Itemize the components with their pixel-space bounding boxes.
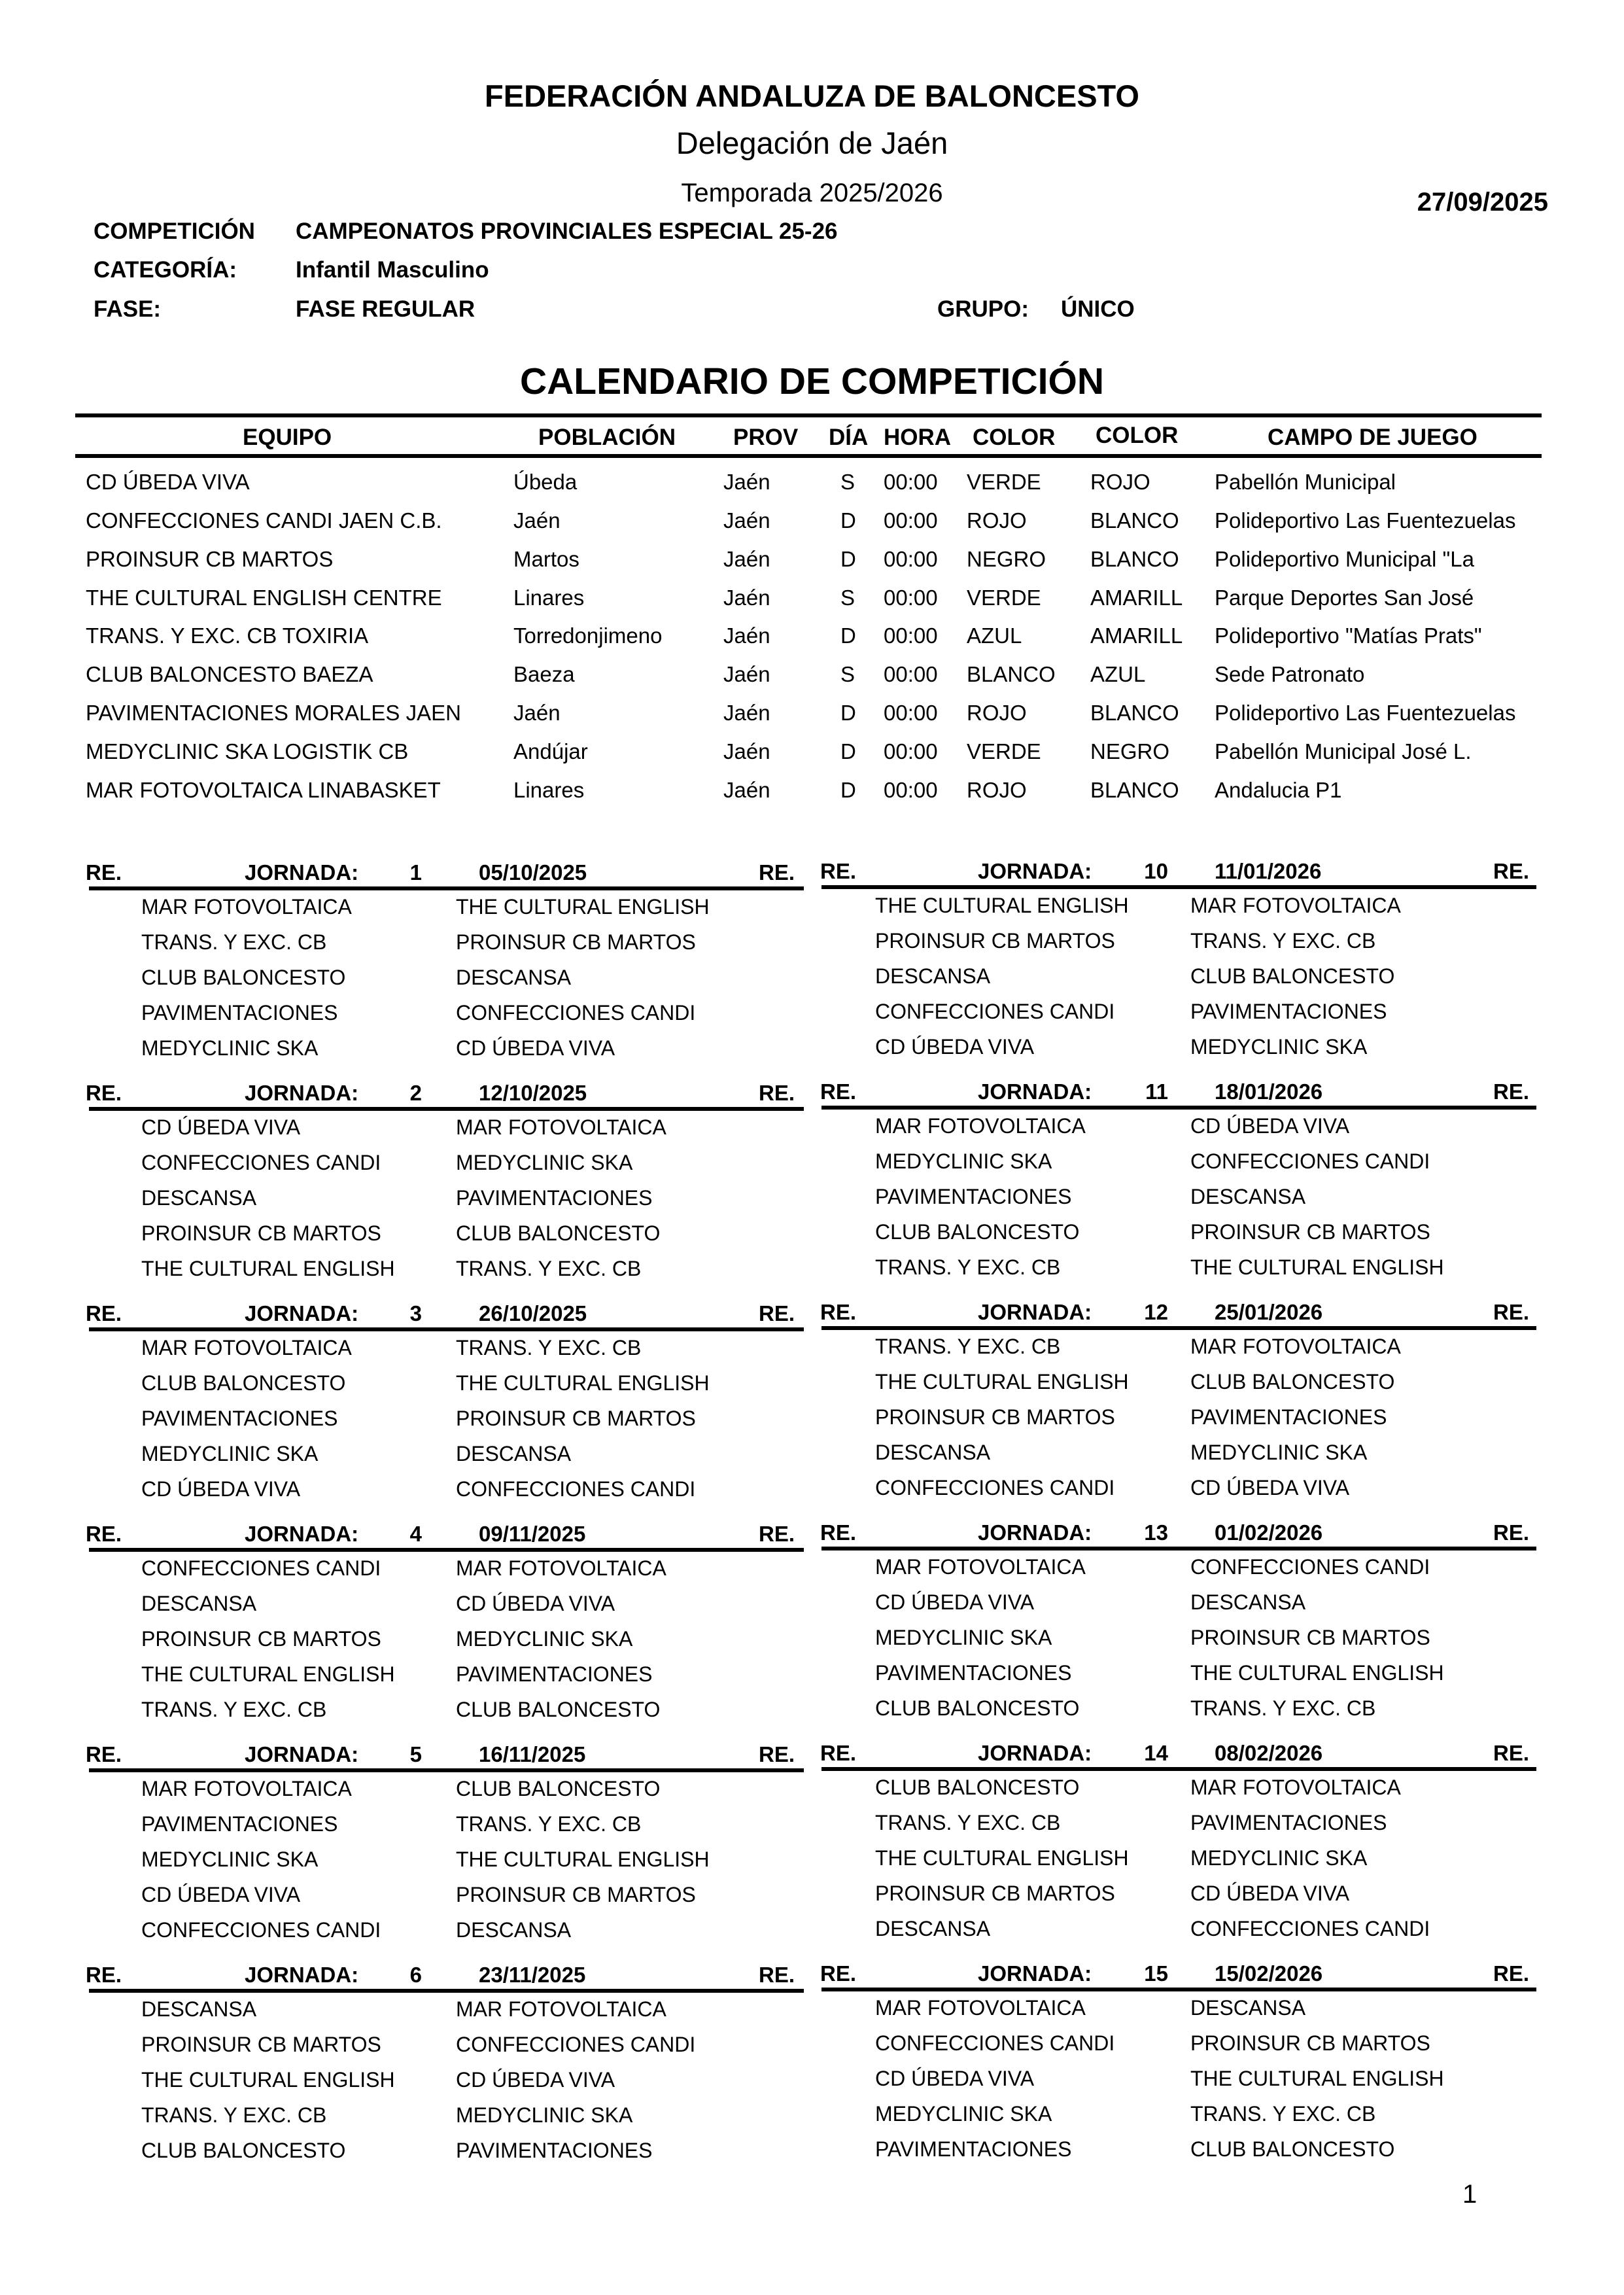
cell-team-name: THE CULTURAL ENGLISH CENTRE [86,586,442,610]
away-team: TRANS. Y EXC. CB [1190,1696,1376,1720]
cell-town: Jaén [513,508,561,533]
home-team: PAVIMENTACIONES [141,1407,338,1430]
cell-town: Martos [513,547,579,571]
away-team: MAR FOTOVOLTAICA [456,1556,666,1580]
cell-town: Andújar [513,739,588,763]
home-team: MAR FOTOVOLTAICA [141,1777,352,1800]
season-label: Temporada 2025/2026 [681,179,943,207]
jornada-re-label-left: RE. [820,1741,857,1765]
away-team: CLUB BALONCESTO [456,1777,661,1800]
cell-team-name: MEDYCLINIC SKA LOGISTIK CB [86,739,409,763]
away-team: THE CULTURAL ENGLISH [456,895,710,919]
home-team: TRANS. Y EXC. CB [875,1811,1061,1834]
jornada-label: JORNADA: [978,1300,1092,1324]
away-team: DESCANSA [456,1918,572,1942]
jornada-number: 15 [1144,1961,1168,1986]
home-team: CLUB BALONCESTO [141,2139,346,2162]
jornada-number: 6 [409,1963,422,1987]
away-team: TRANS. Y EXC. CB [1190,929,1376,953]
home-team: PAVIMENTACIONES [141,1812,338,1836]
cell-color-2: ROJO [1090,470,1150,494]
cell-time: 00:00 [884,739,938,763]
away-team: MAR FOTOVOLTAICA [1190,1335,1401,1358]
home-team: DESCANSA [141,1186,257,1210]
home-team: CONFECCIONES CANDI [141,1151,381,1174]
away-team: DESCANSA [1190,1590,1306,1614]
cell-province: Jaén [723,701,770,725]
away-team: CLUB BALONCESTO [456,1221,661,1245]
jornada-date: 11/01/2026 [1215,859,1322,883]
away-team: THE CULTURAL ENGLISH [1190,2067,1444,2090]
cell-color-1: ROJO [967,778,1027,802]
cell-time: 00:00 [884,508,938,533]
jornada-number: 3 [409,1301,422,1325]
phase-value: FASE REGULAR [296,296,475,322]
away-team: CD ÚBEDA VIVA [1190,1882,1350,1905]
cell-province: Jaén [723,470,770,494]
page-number: 1 [1462,2180,1477,2209]
home-team: CD ÚBEDA VIVA [875,1590,1035,1614]
jornada-rule [89,1548,804,1552]
home-team: CD ÚBEDA VIVA [141,1115,301,1139]
column-header-town: POBLACIÓN [538,425,676,450]
home-team: MEDYCLINIC SKA [141,1848,319,1871]
away-team: CONFECCIONES CANDI [1190,1917,1430,1940]
home-team: PROINSUR CB MARTOS [875,1405,1115,1429]
phase-label: FASE: [94,296,162,322]
jornada-rule [821,1106,1536,1110]
jornada-number: 2 [409,1081,422,1105]
jornada-rule [89,1989,804,1993]
home-team: CLUB BALONCESTO [875,1220,1080,1244]
jornada-date: 16/11/2025 [479,1742,586,1766]
away-team: CLUB BALONCESTO [1190,964,1395,988]
cell-province: Jaén [723,508,770,533]
cell-day: D [840,547,856,571]
jornada-date: 18/01/2026 [1215,1079,1323,1104]
home-team: PROINSUR CB MARTOS [141,2033,381,2056]
cell-team-name: CD ÚBEDA VIVA [86,470,250,494]
home-team: DESCANSA [141,1997,257,2021]
cell-town: Torredonjimeno [513,623,663,648]
cell-team-name: CLUB BALONCESTO BAEZA [86,662,373,686]
home-team: CONFECCIONES CANDI [875,2031,1115,2055]
jornada-re-label-right: RE. [759,1963,795,1987]
jornada-label: JORNADA: [245,1742,359,1766]
cell-team-name: TRANS. Y EXC. CB TOXIRIA [86,623,369,648]
cell-venue: Pabellón Municipal [1215,470,1396,494]
cell-day: S [840,586,855,610]
away-team: MEDYCLINIC SKA [1190,1035,1368,1059]
home-team: THE CULTURAL ENGLISH [141,1662,395,1686]
cell-venue: Parque Deportes San José [1215,586,1474,610]
group-label: GRUPO: [937,296,1029,322]
cell-day: D [840,623,856,648]
home-team: TRANS. Y EXC. CB [141,2103,327,2127]
away-team: MAR FOTOVOLTAICA [456,1997,666,2021]
jornada-re-label-right: RE. [1493,859,1530,883]
home-team: CONFECCIONES CANDI [875,1476,1115,1499]
jornada-rule [821,1767,1536,1771]
home-team: PROINSUR CB MARTOS [875,929,1115,953]
home-team: DESCANSA [875,1917,991,1940]
home-team: CLUB BALONCESTO [141,966,346,989]
home-team: PROINSUR CB MARTOS [141,1627,381,1651]
cell-time: 00:00 [884,623,938,648]
jornada-number: 1 [409,860,422,885]
home-team: CLUB BALONCESTO [875,1696,1080,1720]
jornada-number: 11 [1145,1079,1168,1104]
away-team: MAR FOTOVOLTAICA [1190,1776,1401,1799]
cell-color-1: ROJO [967,508,1027,533]
home-team: CLUB BALONCESTO [875,1776,1080,1799]
jornada-rule [89,1768,804,1772]
away-team: CD ÚBEDA VIVA [1190,1114,1350,1138]
home-team: MEDYCLINIC SKA [875,1626,1052,1649]
away-team: CD ÚBEDA VIVA [456,1592,615,1615]
jornada-re-label-right: RE. [759,1301,795,1325]
jornada-label: JORNADA: [245,860,359,885]
cell-venue: Polideportivo "Matías Prats" [1215,623,1482,648]
cell-day: D [840,508,856,533]
jornada-re-label-left: RE. [86,1081,122,1105]
away-team: MEDYCLINIC SKA [456,2103,633,2127]
cell-team-name: PAVIMENTACIONES MORALES JAEN [86,701,461,725]
home-team: PROINSUR CB MARTOS [141,1221,381,1245]
cell-color-2: BLANCO [1090,547,1179,571]
away-team: PROINSUR CB MARTOS [1190,1220,1430,1244]
away-team: CONFECCIONES CANDI [456,1001,696,1025]
cell-day: D [840,701,856,725]
cell-color-1: VERDE [967,739,1041,763]
jornada-re-label-right: RE. [1493,1520,1530,1545]
jornada-re-label-left: RE. [820,1300,857,1324]
cell-color-1: AZUL [967,623,1022,648]
home-team: MEDYCLINIC SKA [141,1036,319,1060]
jornada-date: 12/10/2025 [479,1081,587,1105]
column-header-day: DÍA [829,425,869,450]
cell-venue: Polideportivo Las Fuentezuelas [1215,508,1516,533]
home-team: DESCANSA [875,964,991,988]
competition-value: CAMPEONATOS PROVINCIALES ESPECIAL 25-26 [296,219,838,244]
delegation-subtitle: Delegación de Jaén [676,126,948,160]
jornada-rule [821,1547,1536,1550]
column-header-color-2: COLOR [1096,423,1179,448]
jornada-rule [821,885,1536,889]
home-team: CD ÚBEDA VIVA [141,1477,301,1501]
away-team: CONFECCIONES CANDI [456,2033,696,2056]
table-top-rule [75,413,1542,417]
jornada-number: 10 [1144,859,1168,883]
cell-town: Linares [513,778,585,802]
home-team: CLUB BALONCESTO [141,1371,346,1395]
home-team: PAVIMENTACIONES [141,1001,338,1025]
home-team: THE CULTURAL ENGLISH [141,2068,395,2092]
jornada-date: 25/01/2026 [1215,1300,1323,1324]
away-team: PROINSUR CB MARTOS [1190,1626,1430,1649]
jornada-label: JORNADA: [245,1301,359,1325]
jornada-re-label-right: RE. [1493,1300,1530,1324]
cell-color-2: BLANCO [1090,778,1179,802]
jornada-label: JORNADA: [978,1741,1092,1765]
away-team: PROINSUR CB MARTOS [1190,2031,1430,2055]
category-label: CATEGORÍA: [94,257,237,283]
jornada-label: JORNADA: [245,1963,359,1987]
away-team: PAVIMENTACIONES [1190,1405,1387,1429]
cell-province: Jaén [723,739,770,763]
away-team: CLUB BALONCESTO [1190,2137,1395,2161]
cell-color-2: AMARILL [1090,623,1183,648]
away-team: PAVIMENTACIONES [456,1662,653,1686]
cell-day: S [840,470,855,494]
cell-time: 00:00 [884,586,938,610]
away-team: PROINSUR CB MARTOS [456,1407,696,1430]
home-team: MAR FOTOVOLTAICA [875,1114,1086,1138]
home-team: TRANS. Y EXC. CB [875,1255,1061,1279]
jornada-number: 4 [409,1522,422,1546]
cell-venue: Sede Patronato [1215,662,1365,686]
column-header-team: EQUIPO [243,425,332,450]
away-team: DESCANSA [456,966,572,989]
cell-province: Jaén [723,586,770,610]
cell-town: Jaén [513,701,561,725]
jornada-re-label-left: RE. [86,1522,122,1546]
cell-day: D [840,778,856,802]
jornada-re-label-right: RE. [759,860,795,885]
calendar-title: CALENDARIO DE COMPETICIÓN [519,360,1105,402]
jornada-label: JORNADA: [978,859,1092,883]
cell-team-name: MAR FOTOVOLTAICA LINABASKET [86,778,441,802]
cell-town: Úbeda [513,470,578,494]
away-team: PAVIMENTACIONES [456,1186,653,1210]
jornada-re-label-left: RE. [820,1079,857,1104]
jornada-label: JORNADA: [978,1961,1092,1986]
away-team: CONFECCIONES CANDI [1190,1555,1430,1579]
away-team: CLUB BALONCESTO [456,1698,661,1721]
home-team: MEDYCLINIC SKA [875,1149,1052,1173]
home-team: TRANS. Y EXC. CB [875,1335,1061,1358]
away-team: MAR FOTOVOLTAICA [456,1115,666,1139]
away-team: THE CULTURAL ENGLISH [456,1848,710,1871]
away-team: CLUB BALONCESTO [1190,1370,1395,1393]
cell-color-2: BLANCO [1090,508,1179,533]
jornada-label: JORNADA: [245,1522,359,1546]
jornada-date: 01/02/2026 [1215,1520,1323,1545]
home-team: PAVIMENTACIONES [875,2137,1072,2161]
away-team: CD ÚBEDA VIVA [456,1036,615,1060]
cell-color-1: BLANCO [967,662,1056,686]
home-team: PAVIMENTACIONES [875,1661,1072,1685]
jornada-re-label-right: RE. [1493,1741,1530,1765]
home-team: TRANS. Y EXC. CB [141,1698,327,1721]
jornada-re-label-left: RE. [86,1301,122,1325]
away-team: CD ÚBEDA VIVA [456,2068,615,2092]
cell-time: 00:00 [884,470,938,494]
away-team: PAVIMENTACIONES [1190,1811,1387,1834]
cell-color-1: VERDE [967,470,1041,494]
jornada-re-label-right: RE. [1493,1961,1530,1986]
competition-label: COMPETICIÓN [94,219,255,244]
cell-color-2: NEGRO [1090,739,1170,763]
cell-team-name: PROINSUR CB MARTOS [86,547,334,571]
federation-title: FEDERACIÓN ANDALUZA DE BALONCESTO [485,79,1139,113]
away-team: PROINSUR CB MARTOS [456,930,696,954]
jornada-date: 05/10/2025 [479,860,587,885]
cell-day: S [840,662,855,686]
away-team: TRANS. Y EXC. CB [456,1812,642,1836]
cell-venue: Andalucia P1 [1215,778,1342,802]
cell-team-name: CONFECCIONES CANDI JAEN C.B. [86,508,442,533]
jornada-re-label-right: RE. [759,1081,795,1105]
jornada-re-label-left: RE. [86,860,122,885]
home-team: TRANS. Y EXC. CB [141,930,327,954]
cell-color-1: NEGRO [967,547,1046,571]
away-team: THE CULTURAL ENGLISH [1190,1661,1444,1685]
jornada-number: 12 [1144,1300,1168,1324]
jornada-rule [89,1327,804,1331]
away-team: MEDYCLINIC SKA [1190,1846,1368,1870]
column-header-time: HORA [884,425,952,450]
home-team: MAR FOTOVOLTAICA [141,1336,352,1359]
away-team: DESCANSA [1190,1996,1306,2020]
home-team: THE CULTURAL ENGLISH [875,1370,1129,1393]
home-team: PROINSUR CB MARTOS [875,1882,1115,1905]
jornada-number: 14 [1144,1741,1168,1765]
home-team: MEDYCLINIC SKA [875,2102,1052,2126]
cell-color-2: AZUL [1090,662,1146,686]
jornada-re-label-right: RE. [1493,1079,1530,1104]
jornada-re-label-right: RE. [759,1522,795,1546]
jornada-label: JORNADA: [978,1520,1092,1545]
away-team: TRANS. Y EXC. CB [456,1257,642,1280]
cell-province: Jaén [723,547,770,571]
cell-time: 00:00 [884,547,938,571]
cell-time: 00:00 [884,701,938,725]
away-team: PROINSUR CB MARTOS [456,1883,696,1906]
away-team: TRANS. Y EXC. CB [456,1336,642,1359]
jornada-rule [89,1107,804,1111]
away-team: CD ÚBEDA VIVA [1190,1476,1350,1499]
jornada-re-label-left: RE. [86,1742,122,1766]
cell-venue: Pabellón Municipal José L. [1215,739,1472,763]
category-value: Infantil Masculino [296,257,489,283]
away-team: PAVIMENTACIONES [456,2139,653,2162]
home-team: MAR FOTOVOLTAICA [875,1996,1086,2020]
away-team: THE CULTURAL ENGLISH [1190,1255,1444,1279]
jornada-date: 15/02/2026 [1215,1961,1323,1986]
column-header-color-1: COLOR [973,425,1056,450]
home-team: THE CULTURAL ENGLISH [875,894,1129,917]
jornada-date: 08/02/2026 [1215,1741,1323,1765]
jornada-number: 5 [409,1742,422,1766]
home-team: THE CULTURAL ENGLISH [141,1257,395,1280]
jornada-rule [89,886,804,890]
jornada-re-label-left: RE. [820,1961,857,1986]
away-team: DESCANSA [1190,1185,1306,1208]
away-team: MEDYCLINIC SKA [456,1627,633,1651]
home-team: DESCANSA [141,1592,257,1615]
home-team: DESCANSA [875,1441,991,1464]
cell-venue: Polideportivo Las Fuentezuelas [1215,701,1516,725]
cell-province: Jaén [723,778,770,802]
document-date: 27/09/2025 [1417,188,1548,217]
home-team: MAR FOTOVOLTAICA [875,1555,1086,1579]
away-team: PAVIMENTACIONES [1190,1000,1387,1023]
home-team: CONFECCIONES CANDI [875,1000,1115,1023]
jornada-re-label-left: RE. [86,1963,122,1987]
jornada-re-label-left: RE. [820,1520,857,1545]
home-team: PAVIMENTACIONES [875,1185,1072,1208]
jornada-date: 26/10/2025 [479,1301,587,1325]
jornada-rule [821,1988,1536,1991]
column-header-province: PROV [733,425,799,450]
cell-venue: Polideportivo Municipal "La [1215,547,1474,571]
cell-time: 00:00 [884,778,938,802]
cell-color-1: VERDE [967,586,1041,610]
home-team: CD ÚBEDA VIVA [141,1883,301,1906]
away-team: MEDYCLINIC SKA [1190,1441,1368,1464]
away-team: THE CULTURAL ENGLISH [456,1371,710,1395]
cell-time: 00:00 [884,662,938,686]
home-team: CD ÚBEDA VIVA [875,1035,1035,1059]
jornada-date: 09/11/2025 [479,1522,586,1546]
cell-color-1: ROJO [967,701,1027,725]
jornada-re-label-left: RE. [820,859,857,883]
away-team: MAR FOTOVOLTAICA [1190,894,1401,917]
home-team: MEDYCLINIC SKA [141,1442,319,1465]
cell-color-2: AMARILL [1090,586,1183,610]
away-team: DESCANSA [456,1442,572,1465]
cell-town: Linares [513,586,585,610]
cell-town: Baeza [513,662,575,686]
home-team: CONFECCIONES CANDI [141,1918,381,1942]
jornada-re-label-right: RE. [759,1742,795,1766]
away-team: CONFECCIONES CANDI [456,1477,696,1501]
home-team: MAR FOTOVOLTAICA [141,895,352,919]
column-header-venue: CAMPO DE JUEGO [1268,425,1477,450]
away-team: MEDYCLINIC SKA [456,1151,633,1174]
jornada-label: JORNADA: [245,1081,359,1105]
cell-province: Jaén [723,662,770,686]
jornada-number: 13 [1144,1520,1168,1545]
cell-color-2: BLANCO [1090,701,1179,725]
away-team: TRANS. Y EXC. CB [1190,2102,1376,2126]
table-header-rule [75,454,1542,458]
home-team: CD ÚBEDA VIVA [875,2067,1035,2090]
cell-day: D [840,739,856,763]
group-value: ÚNICO [1061,296,1135,322]
jornada-rule [821,1326,1536,1330]
home-team: CONFECCIONES CANDI [141,1556,381,1580]
cell-province: Jaén [723,623,770,648]
jornada-date: 23/11/2025 [479,1963,586,1987]
away-team: CONFECCIONES CANDI [1190,1149,1430,1173]
jornada-label: JORNADA: [978,1079,1092,1104]
home-team: THE CULTURAL ENGLISH [875,1846,1129,1870]
